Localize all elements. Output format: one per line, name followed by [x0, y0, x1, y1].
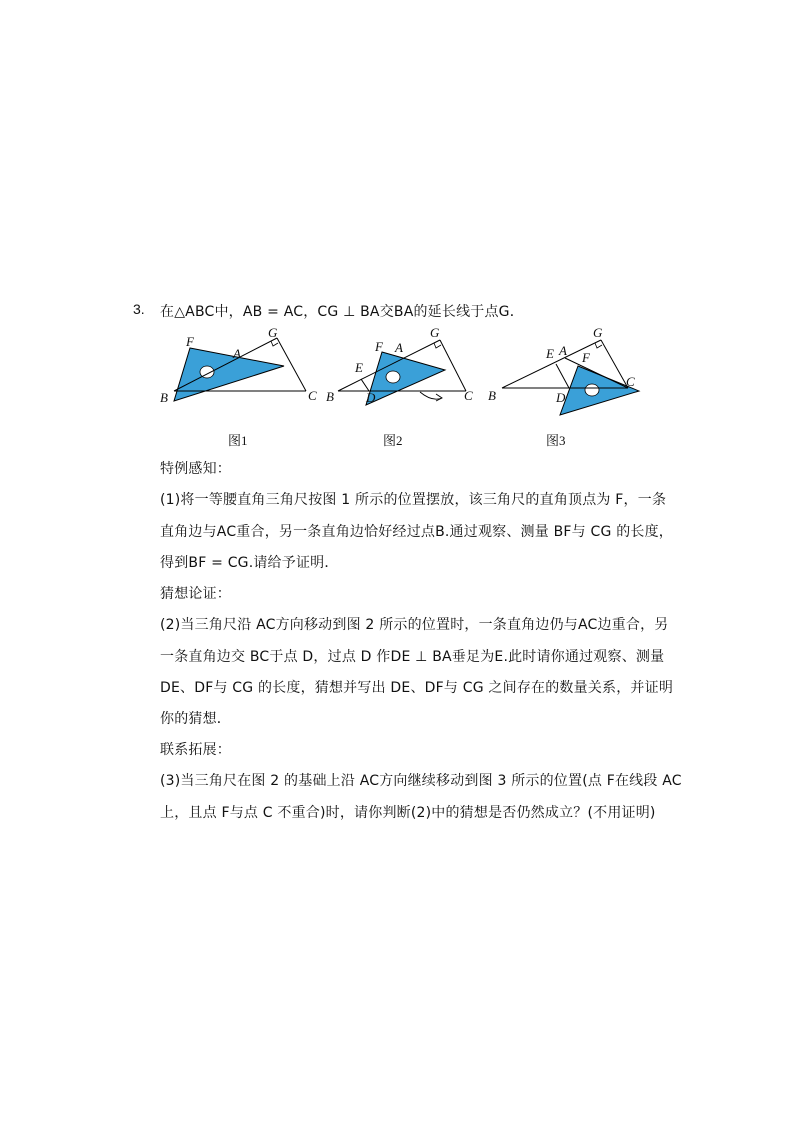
part1-line1: (1)将一等腰直角三角尺按图 1 所示的位置摆放，该三角尺的直角顶点为 F，一条 — [160, 492, 667, 508]
part2-line2: 一条直角边交 BC于点 D，过点 D 作DE ⊥ BA垂足为E.此时请你通过观察、测量 — [160, 649, 665, 665]
label-e-2: E — [355, 360, 363, 375]
right-angle-mark-3 — [595, 343, 602, 348]
part2-line3: DE、DF与 CG 的长度，猜想并写出 DE、DF与 CG 之间存在的数量关系，并证明 — [160, 680, 674, 696]
label-a-2: A — [395, 340, 403, 355]
figures-row — [150, 322, 660, 457]
label-c-3: C — [626, 374, 635, 389]
segment-de-3 — [556, 364, 569, 388]
label-b-3: B — [488, 388, 496, 403]
triangle-ruler-1 — [174, 348, 284, 401]
figure-1 — [160, 325, 317, 448]
segment-gc-1 — [277, 338, 306, 391]
label-b-2: B — [326, 389, 334, 404]
question-stem: 在△ABC中，AB = AC，CG ⊥ BA交BA的延长线于点G． — [160, 304, 524, 320]
segment-gc-2 — [440, 340, 466, 391]
label-g-1: G — [268, 325, 278, 340]
part1-line2: 直角边与AC重合，另一条直角边恰好经过点B.通过观察、测量 BF与 CG 的长度， — [160, 524, 673, 540]
label-a-1: A — [233, 346, 241, 361]
label-f-3: F — [582, 350, 590, 365]
heading-special-case: 特例感知： — [160, 461, 231, 477]
label-c-1: C — [308, 388, 317, 403]
part1-line3: 得到BF = CG.请给予证明． — [160, 555, 339, 571]
ruler-hole-3 — [585, 384, 599, 396]
right-angle-mark-1 — [271, 341, 278, 346]
label-b-1: B — [160, 390, 168, 405]
label-a-3: A — [559, 343, 567, 358]
part2-line1: (2)当三角尺沿 AC方向移动到图 2 所示的位置时，一条直角边仍与AC边重合，另 — [160, 617, 669, 633]
move-arrow-head — [436, 394, 442, 401]
figure-2 — [326, 325, 473, 448]
heading-conjecture: 猜想论证： — [160, 586, 231, 602]
caption-fig-2: 图2 — [383, 433, 403, 448]
figures-svg — [150, 322, 660, 457]
triangle-ruler-2 — [366, 352, 445, 405]
label-g-2: G — [430, 325, 440, 340]
label-d-3: D — [556, 390, 566, 405]
heading-extension: 联系拓展： — [160, 742, 231, 758]
part3-line2: 上，且点 F与点 C 不重合)时，请你判断(2)中的猜想是否仍然成立？(不用证明) — [160, 805, 656, 821]
question-number: 3. — [133, 301, 145, 317]
part2-line4: 你的猜想． — [160, 711, 231, 727]
caption-fig-1: 图1 — [228, 433, 248, 448]
caption-fig-3: 图3 — [546, 433, 566, 448]
label-f-1: F — [186, 334, 194, 349]
figure-3 — [488, 325, 639, 448]
label-c-2: C — [464, 388, 473, 403]
label-d-2: D — [366, 390, 376, 405]
label-e-3: E — [546, 346, 554, 361]
ruler-hole-2 — [386, 371, 400, 383]
label-g-3: G — [593, 325, 603, 340]
right-angle-mark-2 — [434, 343, 441, 348]
label-f-2: F — [375, 339, 383, 354]
part3-line1: (3)当三角尺在图 2 的基础上沿 AC方向继续移动到图 3 所示的位置(点 F在线段 AC — [160, 773, 682, 789]
